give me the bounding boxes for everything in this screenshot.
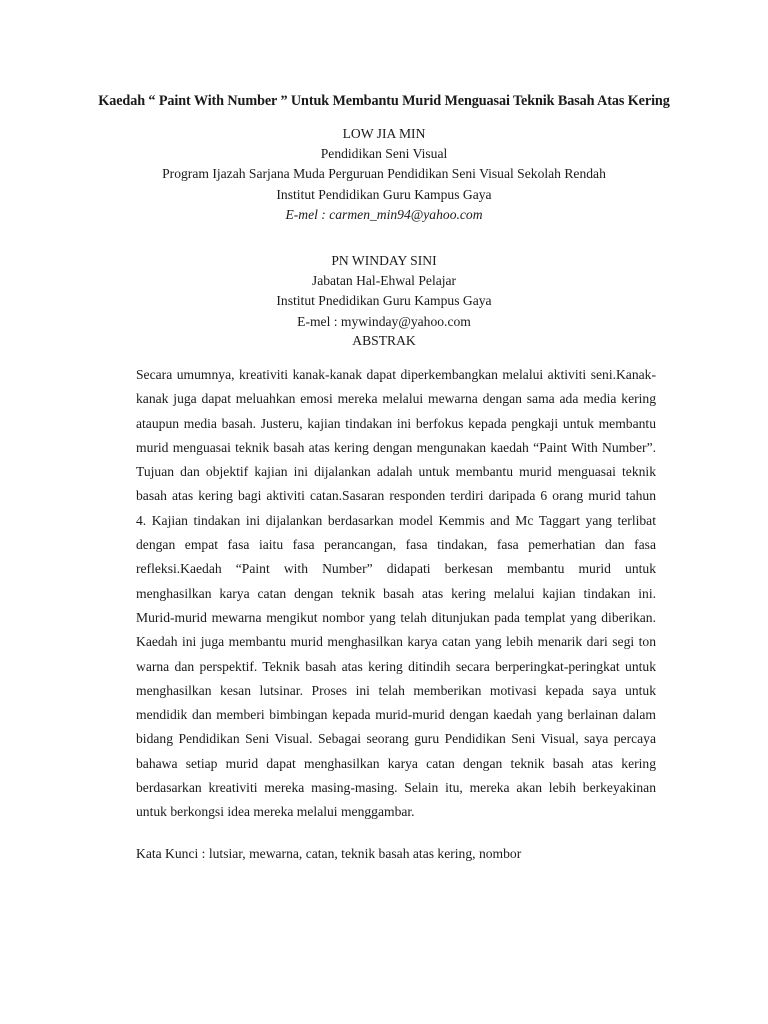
abstract-line: refleksi.Kaedah “Paint with Number” didapati berkesan membantu murid untuk [136,561,656,577]
author-block-2 [0,251,768,332]
abstract-line: Murid-murid mewarna mengikut nombor yang telah ditunjukan pada templat yang diberikan. [136,609,656,625]
abstract-line: kanak juga dapat meluahkan emosi mereka melalui mewarna dengan sama ada media kering [136,391,656,407]
paper-title: Kaedah “ Paint With Number ” Untuk Membantu Murid Menguasai Teknik Basah Atas Kering [98,93,670,109]
author-program: Program Ijazah Sarjana Muda Perguruan Pendidikan Seni Visual Sekolah Rendah [162,166,606,182]
abstract-line: murid menguasai teknik basah atas kering dengan mengunakan kaedah “Paint With Number”. [136,439,656,455]
author-department: Pendidikan Seni Visual [320,146,448,162]
abstract-heading: ABSTRAK [352,333,416,348]
abstract-line: menghasilkan kesan lutsinar. Proses ini telah memberikan motivasi kepada saya untuk [136,682,656,698]
abstract-line: menghasilkan karya catan dengan teknik basah atas kering melalui kajian tindakan ini. [136,585,656,601]
abstract-line: 4. Kajian tindakan ini dijalankan berdasarkan model Kemmis and Mc Taggart yang terlibat [136,512,656,528]
author-email: E-mel : mywinday@yahoo.com [297,313,471,329]
author-institution: Institut Pnedidikan Guru Kampus Gaya [276,293,492,309]
author-name: LOW JIA MIN [342,126,426,141]
author-institution: Institut Pendidikan Guru Kampus Gaya [276,186,492,202]
keywords: Kata Kunci : lutsiar, mewarna, catan, teknik basah atas kering, nombor [136,846,522,861]
author-name: PN WINDAY SINI [331,253,437,268]
author-department: Jabatan Hal-Ehwal Pelajar [311,273,457,289]
abstract-line: Secara umumnya, kreativiti kanak-kanak dapat diperkembangkan melalui aktiviti seni.Kanak- [136,367,656,382]
abstract-line: ataupun media basah. Justeru, kajian tindakan ini berfokus kepada pengkaji untuk membantu [136,415,656,431]
abstract-line: mendidik dan memberi bimbingan kepada murid-murid dengan kaedah yang berlainan dalam [136,707,656,723]
abstract-line: dengan empat fasa iaitu fasa perancangan, fasa tindakan, fasa pemerhatian dan fasa [136,537,656,553]
abstract-line: Kaedah ini juga membantu murid menghasilkan karya catan yang lebih menarik dari segi ton [136,634,656,650]
abstract-body [136,363,656,825]
abstract-line: untuk berkongsi idea mereka melalui menggambar. [136,804,415,820]
abstract-line: bahawa setiap murid dapat menghasilkan karya catan dengan teknik basah atas kering [136,755,656,771]
author-block-1 [0,124,768,225]
abstract-line: bidang Pendidikan Seni Visual. Sebagai seorang guru Pendidikan Seni Visual, saya percaya [136,731,656,747]
abstract-line: berdasarkan kreativiti mereka masing-masing. Selain itu, mereka akan lebih berkeyakinan [136,780,656,796]
abstract-line: basah atas kering bagi aktiviti catan.Sasaran responden terdiri daripada 6 orang murid tahun [136,488,656,504]
author-email: E-mel : carmen_min94@yahoo.com [285,206,483,222]
abstract-line: warna dan perspektif. Teknik basah atas kering ditindih secara berperingkat-peringkat untuk [136,658,656,674]
abstract-line: Tujuan dan objektif kajian ini dijalankan adalah untuk membantu murid menguasai teknik [136,464,656,480]
